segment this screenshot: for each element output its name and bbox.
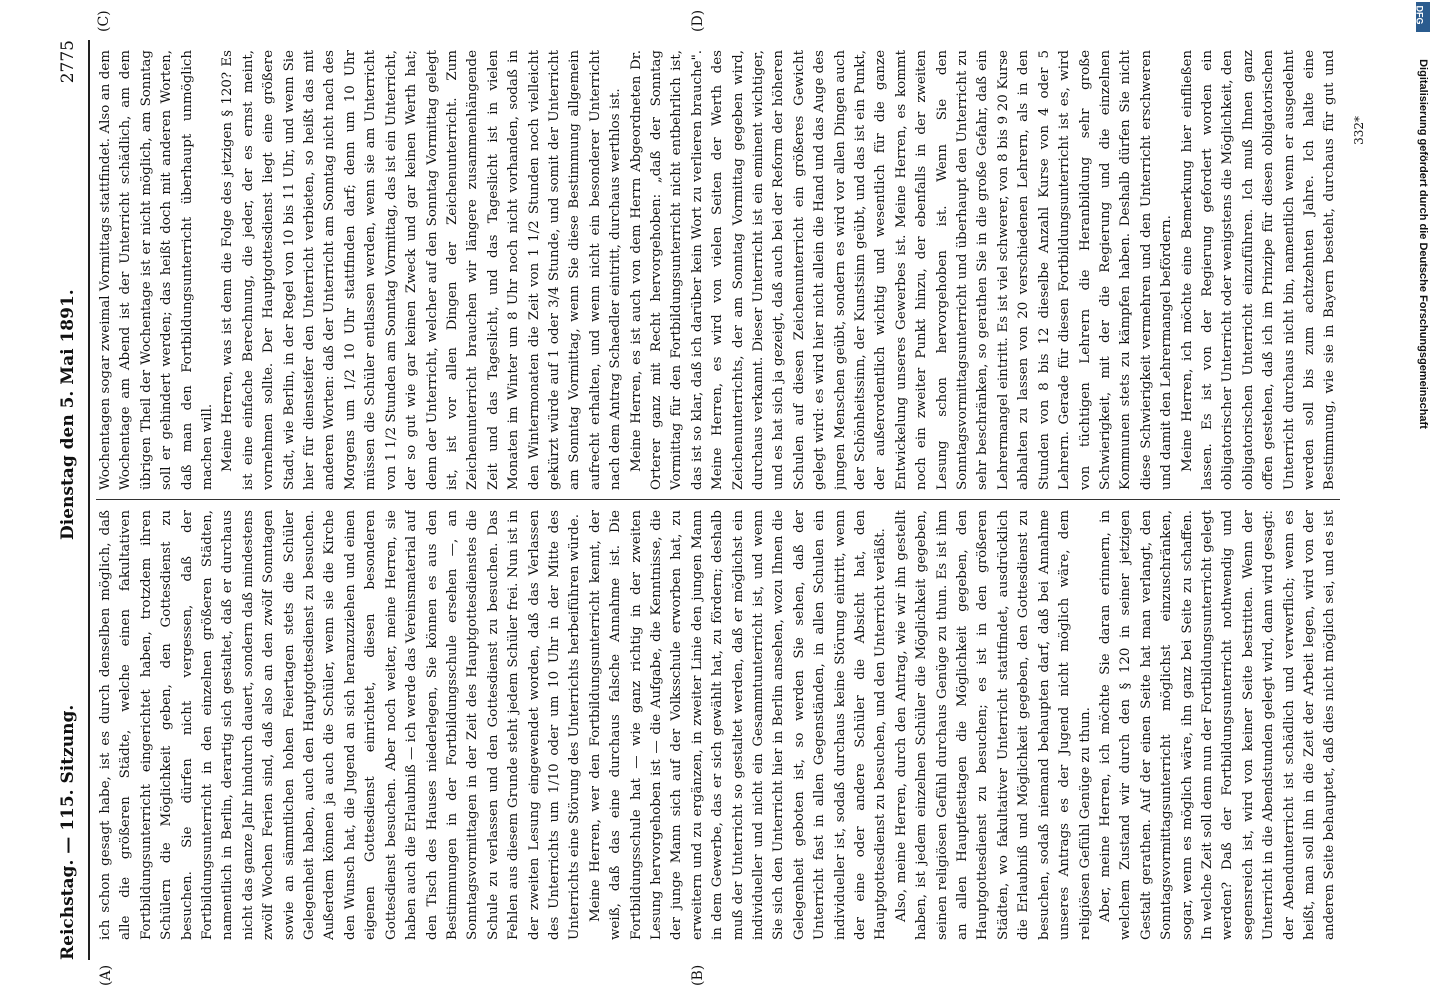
credit-text: Digitalisierung gefördert durch die Deutsche Forschungsgemeinschaft [1417, 59, 1429, 429]
margin-letter-a: (A) [98, 964, 114, 986]
paragraph: Meine Herren, was ist denn die Folge des jetzigen § 120? Es ist eine einfache Berechnung, die jeder, der es ernst meint, vornehmen sollte. Der Hauptgottesdienst liegt eine größere Stadt, wie Berlin, in der Regel von 10 bis 11 Uhr, und wenn Sie hier für diensteifer den Unterricht verbieten, so heißt das mit anderen Worten: daß der Unterricht am Sonntag nicht nach des Morgens um 1/2 10 Uhr stattfinden darf; denn um 10 Uhr müssen die Schüler entlassen werden, wenn sie am Unterricht von 1 1/2 Stunden am Sonntag Vormittag, das ist ein Unterricht, der so gut wie gar keinen Zweck und gar keinen Werth hat; denn der Unterricht, welcher auf den Sonntag Vormittag gelegt ist, ist vor allen Dingen der Zeichenunterricht. Zum Zeichenunterricht brauchen wir längere zusammenhängende Zeit und das Tageslicht, und das Tageslicht ist in vielen Monaten im Winter um 8 Uhr noch nicht vorhanden, sodaß in den Wintermonaten die Zeit von 1 1/2 Stunden noch vielleicht gekürzt würde auf 1 oder 3/4 Stunde, und somit der Unterricht am Sonntag Vormittag, wenn Sie diese Bestimmung allgemein aufrecht erhalten, und wenn nicht ein besonderer Unterricht nach dem Antrag Schaedler eintritt, durchaus werthlos ist. [220, 50, 624, 490]
header-date: Dienstag den 5. Mai 1891. [58, 289, 78, 540]
paragraph: Meine Herren, ich möchte eine Bemerkung hier einfließen lassen. Es ist von der Regierung gefordert worden ein obligatorischer Unterricht oder wenigstens die Möglichkeit, den obligatorischen Unterricht einzuführen. Ich muß Ihnen ganz offen gestehen, daß ich im Prinzipe für diesen obligatorischen Unterricht durchaus nicht bin, namentlich wenn er ausgedehnt werden soll bis zum achtzehnten Jahre. Ich halte eine Bestimmung, wie sie in Bayern besteht, durchaus für gut und [1179, 50, 1338, 490]
paragraph: Wochentagen sogar zweimal Vormittags stattfindet. Also an dem Wochentage am Abend ist der Unterricht schädlich, am dem übrigen Theil der Wochentage ist er nicht möglich, am Sonntag soll er gehindert werden; das heißt doch mit anderen Worten, daß man den Fortbildungsunterricht überhaupt unmöglich machen will. [98, 50, 216, 490]
credit-line [1416, 30, 1430, 460]
header-left: Reichstag. — 115. Sitzung. [58, 704, 78, 960]
page-number: 2775 [58, 40, 78, 84]
page-footer: 332* [1352, 116, 1366, 145]
dfg-badge [1416, 2, 1430, 32]
margin-letter-b: (B) [690, 964, 706, 986]
margin-letter-d: (D) [690, 9, 706, 32]
paragraph: Meine Herren, wer den Fortbildungsunterricht kennt, der weiß, daß das eine durchaus falsche Annahme ist. Die Fortbildungsschule hat — wie ganz richtig in der zweiten Lesung hervorgehoben ist — die Aufgabe, die Kenntnisse, die der junge Mann sich auf der Volksschule erworben hat, zu erweitern und zu ergänzen, in zweiter Linie den jungen Mann in dem Gewerbe, das er sich gewählt hat, zu fördern; deshalb muß der Unterricht so gestaltet werden, daß er möglichst ein individueller und nicht ein Gesammtunterricht ist, und wenn Sie sich den Unterricht hier in Berlin ansehen, wozu Ihnen die Gelegenheit geboten ist, so werden Sie sehen, daß der Unterricht fast in allen Gegenständen, in allen Schulen ein individueller ist, sodaß durchaus keine Störung eintritt, wenn der eine oder andere Schüler die Absicht hat, den Hauptgottesdienst zu besuchen, und den Unterricht verläßt. [587, 510, 889, 940]
paragraph: Meine Herren, es ist auch von dem Herrn Abgeordneten Dr. Orterer ganz mit Recht hervorgehoben: „daß der Sonntag Vormittag für den Fortbildungsunterricht nicht entbehrlich ist, das ist so klar, daß ich darüber kein Wort zu verlieren brauche". Meine Herren, es wird von vielen Seiten der Werth des Zeichenunterrichts, der am Sonntag Vormittag gegeben wird, durchaus verkannt. Dieser Unterricht ist ein eminent wichtiger, und es hat sich ja gezeigt, daß auch bei der Reform der höheren Schulen auf diesen Zeichenunterricht ein größeres Gewicht gelegt wird: es wird hier nicht allein die Hand und das Auge des jungen Menschen geübt, sondern es wird vor allen Dingen auch der Schönheitssinn, der Kunstsinn geübt, und das ist ein Punkt, der außerordentlich wichtig und wesentlich für die ganze Entwickelung unseres Gewerbes ist. Meine Herren, es kommt noch ein zweiter Punkt hinzu, der ebenfalls in der zweiten Lesung schon hervorgehoben ist. Wenn Sie den Sonntagsvormittagsunterricht und überhaupt den Unterricht zu sehr beschränken, so gerathen Sie in die große Gefahr, daß ein Lehrermangel eintritt. Es ist viel schwerer, von 8 bis 9 20 Kurse abhalten zu lassen von 20 verschiedenen Lehrern, als in den Stunden von 8 bis 12 dieselbe Anzahl Kurse von 4 oder 5 Lehrern. Gerade für diesen Fortbildungsunterricht ist es, wird von tüchtigen Lehrern die Heranbildung sehr große Schwierigkeit, mit der die Regierung und die einzelnen Kommunen stets zu kämpfen haben. Deshalb dürfen Sie nicht diese Schwierigkeit vermehren und den Unterricht erschweren und damit den Lehrermangel befördern. [628, 50, 1175, 490]
paragraph: Also, meine Herren, durch den Antrag, wie wir ihn gestellt haben, ist jedem einzelnen Schüler die Möglichkeit gegeben, seinen religiösen Gefühl durchaus Genüge zu thun. Es ist ihm an allen Hauptfesttagen die Möglichkeit gegeben, den Hauptgottesdienst zu besuchen; es ist in den größeren Städten, wo fakultativer Unterricht stattfindet, ausdrücklich die Erlaubniß und Möglichkeit gegeben, den Gottesdienst zu besuchen, sodaß niemand behaupten darf, daß bei Annahme unseres Antrags es der Jugend nicht möglich wäre, dem religiösen Gefühl Genüge zu thun. [893, 510, 1093, 940]
paragraph: Aber, meine Herren, ich möchte Sie daran erinnern, in welchem Zustand wir durch den § 120 in seiner jetzigen Gestalt gerathen. Auf der einen Seite hat man verlangt, den Sonntagsvormittagsunterricht möglichst einzuschränken, sogar, wenn es möglich wäre, ihn ganz bei Seite zu schaffen. In welche Zeit soll denn nun der Fortbildungsunterricht gelegt werden? Daß der Fortbildungsunterricht nothwendig und segensreich ist, wird von keiner Seite bestritten. Wenn der Unterricht in die Abendstunden gelegt wird, dann wird gesagt: der Abendunterricht ist schädlich und verwerflich; wenn es heißt, man soll ihn in die Zeit der Arbeit legen, wird von der anderen Seite behauptet, daß dies nicht möglich sei, und es ist [1097, 510, 1338, 940]
dfg-logo-text: DFG [1414, 5, 1425, 25]
paragraph: ich schon gesagt habe, ist es durch denselben möglich, daß alle die größeren Städte, welche einen fakultativen Fortbildungsunterricht eingerichtet haben, trotzdem ihren Schülern die Möglichkeit geben, den Gottesdienst zu besuchen. Sie dürfen nicht vergessen, daß der Fortbildungsunterricht in den einzelnen größeren Städten, namentlich in Berlin, derartig sich gestaltet, daß er durchaus nicht das ganze Jahr hindurch dauert, sondern daß mindestens zwölf Wochen Ferien sind, daß also an den zwölf Sonntagen sowie an sämmtlichen hohen Feiertagen stets die Schüler Gelegenheit haben, auch den Hauptgottesdienst zu besuchen. Außerdem können ja auch die Schüler, wenn sie die Kirche den Wunsch hat, die Jugend an sich heranzuziehen und einen eigenen Gottesdienst einrichtet, diesen besonderen Gottesdienst besuchen. Aber noch weiter, meine Herren, sie haben auch die Erlaubniß — ich werde das Vereinsmaterial auf den Tisch des Hauses niederlegen, Sie können es aus den Bestimmungen in der Fortbildungsschule ersehen —, an Sonntagsvormittagen in der Zeit des Hauptgottesdienstes die Schule zu verlassen und den Gottesdienst zu besuchen. Das Fehlen aus diesem Grunde steht jedem Schüler frei. Nun ist in der zweiten Lesung eingewendet worden, daß das Verlassen des Unterrichts um 1/10 oder um 10 Uhr in der Mitte des Unterrichts eine Störung des Unterrichts herbeiführen würde. [98, 510, 583, 940]
column-divider [96, 499, 1340, 500]
margin-letter-c: (C) [96, 10, 112, 32]
header-rule [88, 40, 90, 960]
left-column [96, 510, 1340, 940]
right-column [96, 50, 1340, 490]
running-head [58, 40, 82, 960]
